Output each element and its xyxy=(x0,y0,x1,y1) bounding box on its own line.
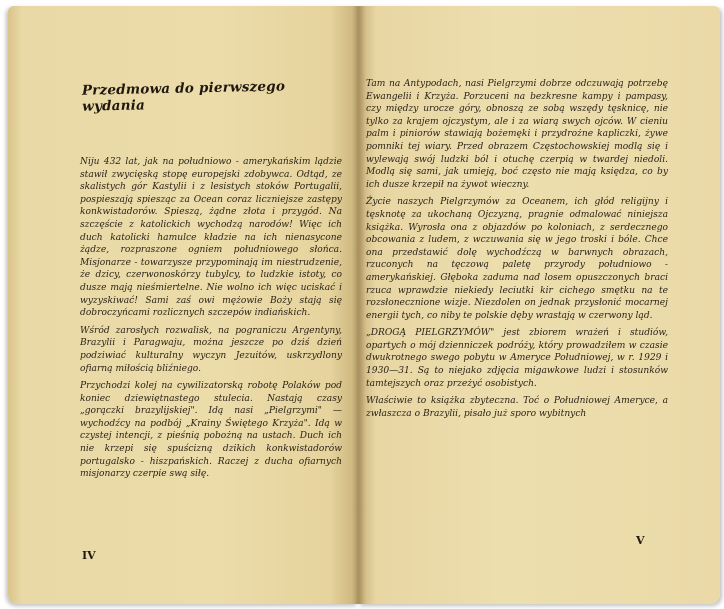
page-number-left: IV xyxy=(82,549,96,562)
paragraph: Tam na Antypodach, nasi Pielgrzymi dobrze odczuwają potrzebę Ewangelii i Krzyża. Porzuceni na bezkresne kampy i pampasy, czy między urocze góry, obnoszą ze sobą wszędy tęsknicę, nie tylko za krajem ojczystym, ale i za wiarą swych ojców. W cieniu palm i piniorów stawiają bożemęki i przydrożne kapliczki, żywe pomniki tej wiary. Przed obrazem Częstochowskiej modlą się i wylewają swój ludzki ból i otuchę czerpią w twardej niedoli. Modlą się sami, jak umieją, boć często nie mają księdza, co by ich dusze krzepił na żywot wieczny. xyxy=(366,79,668,190)
paragraph: Wśród zarosłych rozwalisk, na pograniczu Argentyny, Brazylii i Paragwaju, można jeszcze po dziś dzień podziwiać kulturalny wyczyn Jezuitów, uskrzydlony ofiarną miłością bliźniego. xyxy=(80,325,342,374)
paragraph: Przychodzi kolej na cywilizatorską robotę Polaków pod koniec dziewiętnastego stulecia. Nastają czasy „gorączki brazylijskiej". Idą nasi „Pielgrzymi" — wychodźcy na podbój „Krainy Świętego Krzyża". Idą w czystej intencji, z pieśnią pobożną na ustach. Duch ich nie krzepi się spuścizną dzikich konkwistadorów portugalsko - hiszpańskich. Raczej z ducha ofiarnych misjonarzy czerpie swą siłę. xyxy=(80,381,342,480)
paragraph: Właściwie to książka zbyteczna. Toć o Południowej Ameryce, a zwłaszcza o Brazylii, pisało już sporo wybitnych xyxy=(366,396,668,419)
paragraph: Niju 432 lat, jak na południowo - amerykańskim lądzie stawił zwycięską stopę europejski zdobywca. Odtąd, ze skalistych gór Kastylii i z lesistych stoków Portugalii, pospieszają spiesząc za Ocean coraz liczniejsze zastępy konkwistadorów. Spieszą, żądne złota i przygód. Na szczęście z katolickich wychodzą narodów! Więc ich duch katolicki hamulce kładzie na ich nienasycone żądze, rozpraszone ogniem południowego słońca. Misjonarze - towarzysze przypominają im niestrudzenie, że dzicy, czerwonoskórzy tubylcy, to ludzkie istoty, co dusze mają nieśmiertelne. Nie wolno ich więc uciskać i wyzyskiwać! Sami zaś owi mężowie Boży stają się dobroczyńcami rozlicznych szczepów indiańskich. xyxy=(80,157,342,319)
left-page xyxy=(8,6,358,604)
right-page-body xyxy=(366,78,668,425)
paragraph: Życie naszych Pielgrzymów za Oceanem, ich głód religijny i tęsknotę za ukochaną Ojczyzną, pragnie odmalować niniejsza książka. Wyrosła ona z objazdów po koloniach, z serdecznego obcowania z ludem, z wczuwania się w jego troski i bóle. Chce ona przedstawić dolę wychodźczą w barwnych obrazach, rzuconych na tęczową paletę przyrody południowo - amerykańskiej. Głęboka zaduma nad losem opuszczonych braci rzuca wprawdzie niekiedy leciutki kir cichego smętku na te rozsłonecznione wizje. Niezdolen on jednak przysłonić mocarnej energii tych, co niby te polskie dęby wrastają w czerwony ląd. xyxy=(366,197,668,321)
left-page-body xyxy=(80,156,342,486)
right-page xyxy=(358,6,720,604)
page-number-right: V xyxy=(636,534,645,547)
book-spine xyxy=(352,6,366,604)
page-title: Przedmowa do pierwszego wydania xyxy=(81,78,286,115)
paragraph: „DROGĄ PIELGRZYMÓW" jest zbiorem wrażeń i studiów, opartych o mój dzienniczek podróży, który prowadziłem w czasie dwukrotnego swego pobytu w Ameryce Południowej, w r. 1929 i 1930—31. Są to niejako zdjęcia migawkowe ludzi i stosunków tamtejszych oraz przeżyć osobistych. xyxy=(366,328,668,389)
open-book xyxy=(8,6,720,604)
